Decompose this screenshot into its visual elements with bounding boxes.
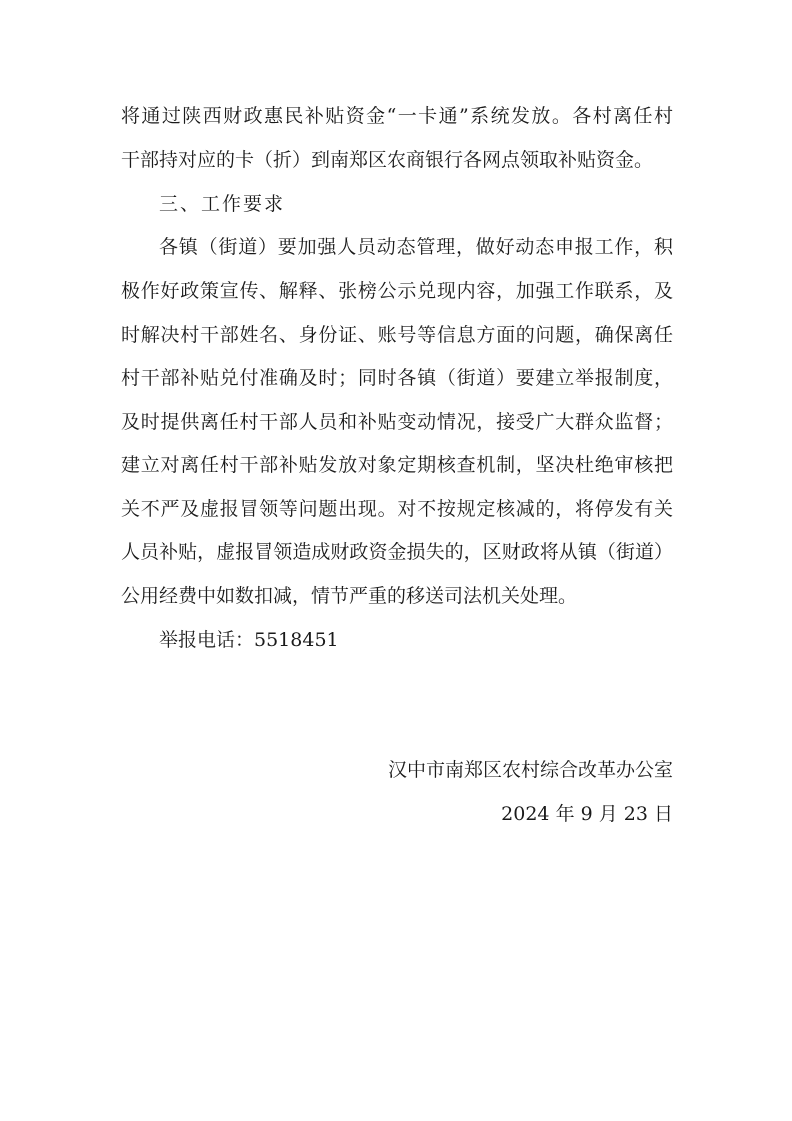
intro-line-1: 将通过陕西财政惠民补贴资金“一卡通”系统发放。各村离任村 bbox=[121, 105, 673, 127]
signature-date: 2024 年 9 月 23 日 bbox=[501, 803, 673, 825]
section-heading: 三、工作要求 bbox=[159, 193, 286, 215]
requirements-line-4: 村干部补贴兑付准确及时；同时各镇（街道）要建立举报制度， bbox=[121, 367, 673, 389]
requirements-line-2: 极作好政策宣传、解释、张榜公示兑现内容，加强工作联系，及 bbox=[121, 280, 673, 302]
requirements-line-1: 各镇（街道）要加强人员动态管理，做好动态申报工作，积 bbox=[159, 236, 673, 258]
requirements-line-3: 时解决村干部姓名、身份证、账号等信息方面的问题，确保离任 bbox=[121, 324, 673, 346]
requirements-line-7: 关不严及虚报冒领等问题出现。对不按规定核减的，将停发有关 bbox=[121, 498, 673, 520]
signature-org: 汉中市南郑区农村综合改革办公室 bbox=[387, 759, 673, 781]
requirements-line-5: 及时提供离任村干部人员和补贴变动情况，接受广大群众监督； bbox=[121, 411, 673, 433]
requirements-line-6: 建立对离任村干部补贴发放对象定期核查机制，坚决杜绝审核把 bbox=[121, 454, 673, 476]
requirements-line-9: 公用经费中如数扣减，情节严重的移送司法机关处理。 bbox=[121, 585, 578, 607]
report-phone: 举报电话：5518451 bbox=[159, 629, 339, 651]
requirements-line-8: 人员补贴，虚报冒领造成财政资金损失的，区财政将从镇（街道） bbox=[121, 541, 673, 563]
intro-line-2: 干部持对应的卡（折）到南郑区农商银行各网点领取补贴资金。 bbox=[121, 149, 654, 171]
